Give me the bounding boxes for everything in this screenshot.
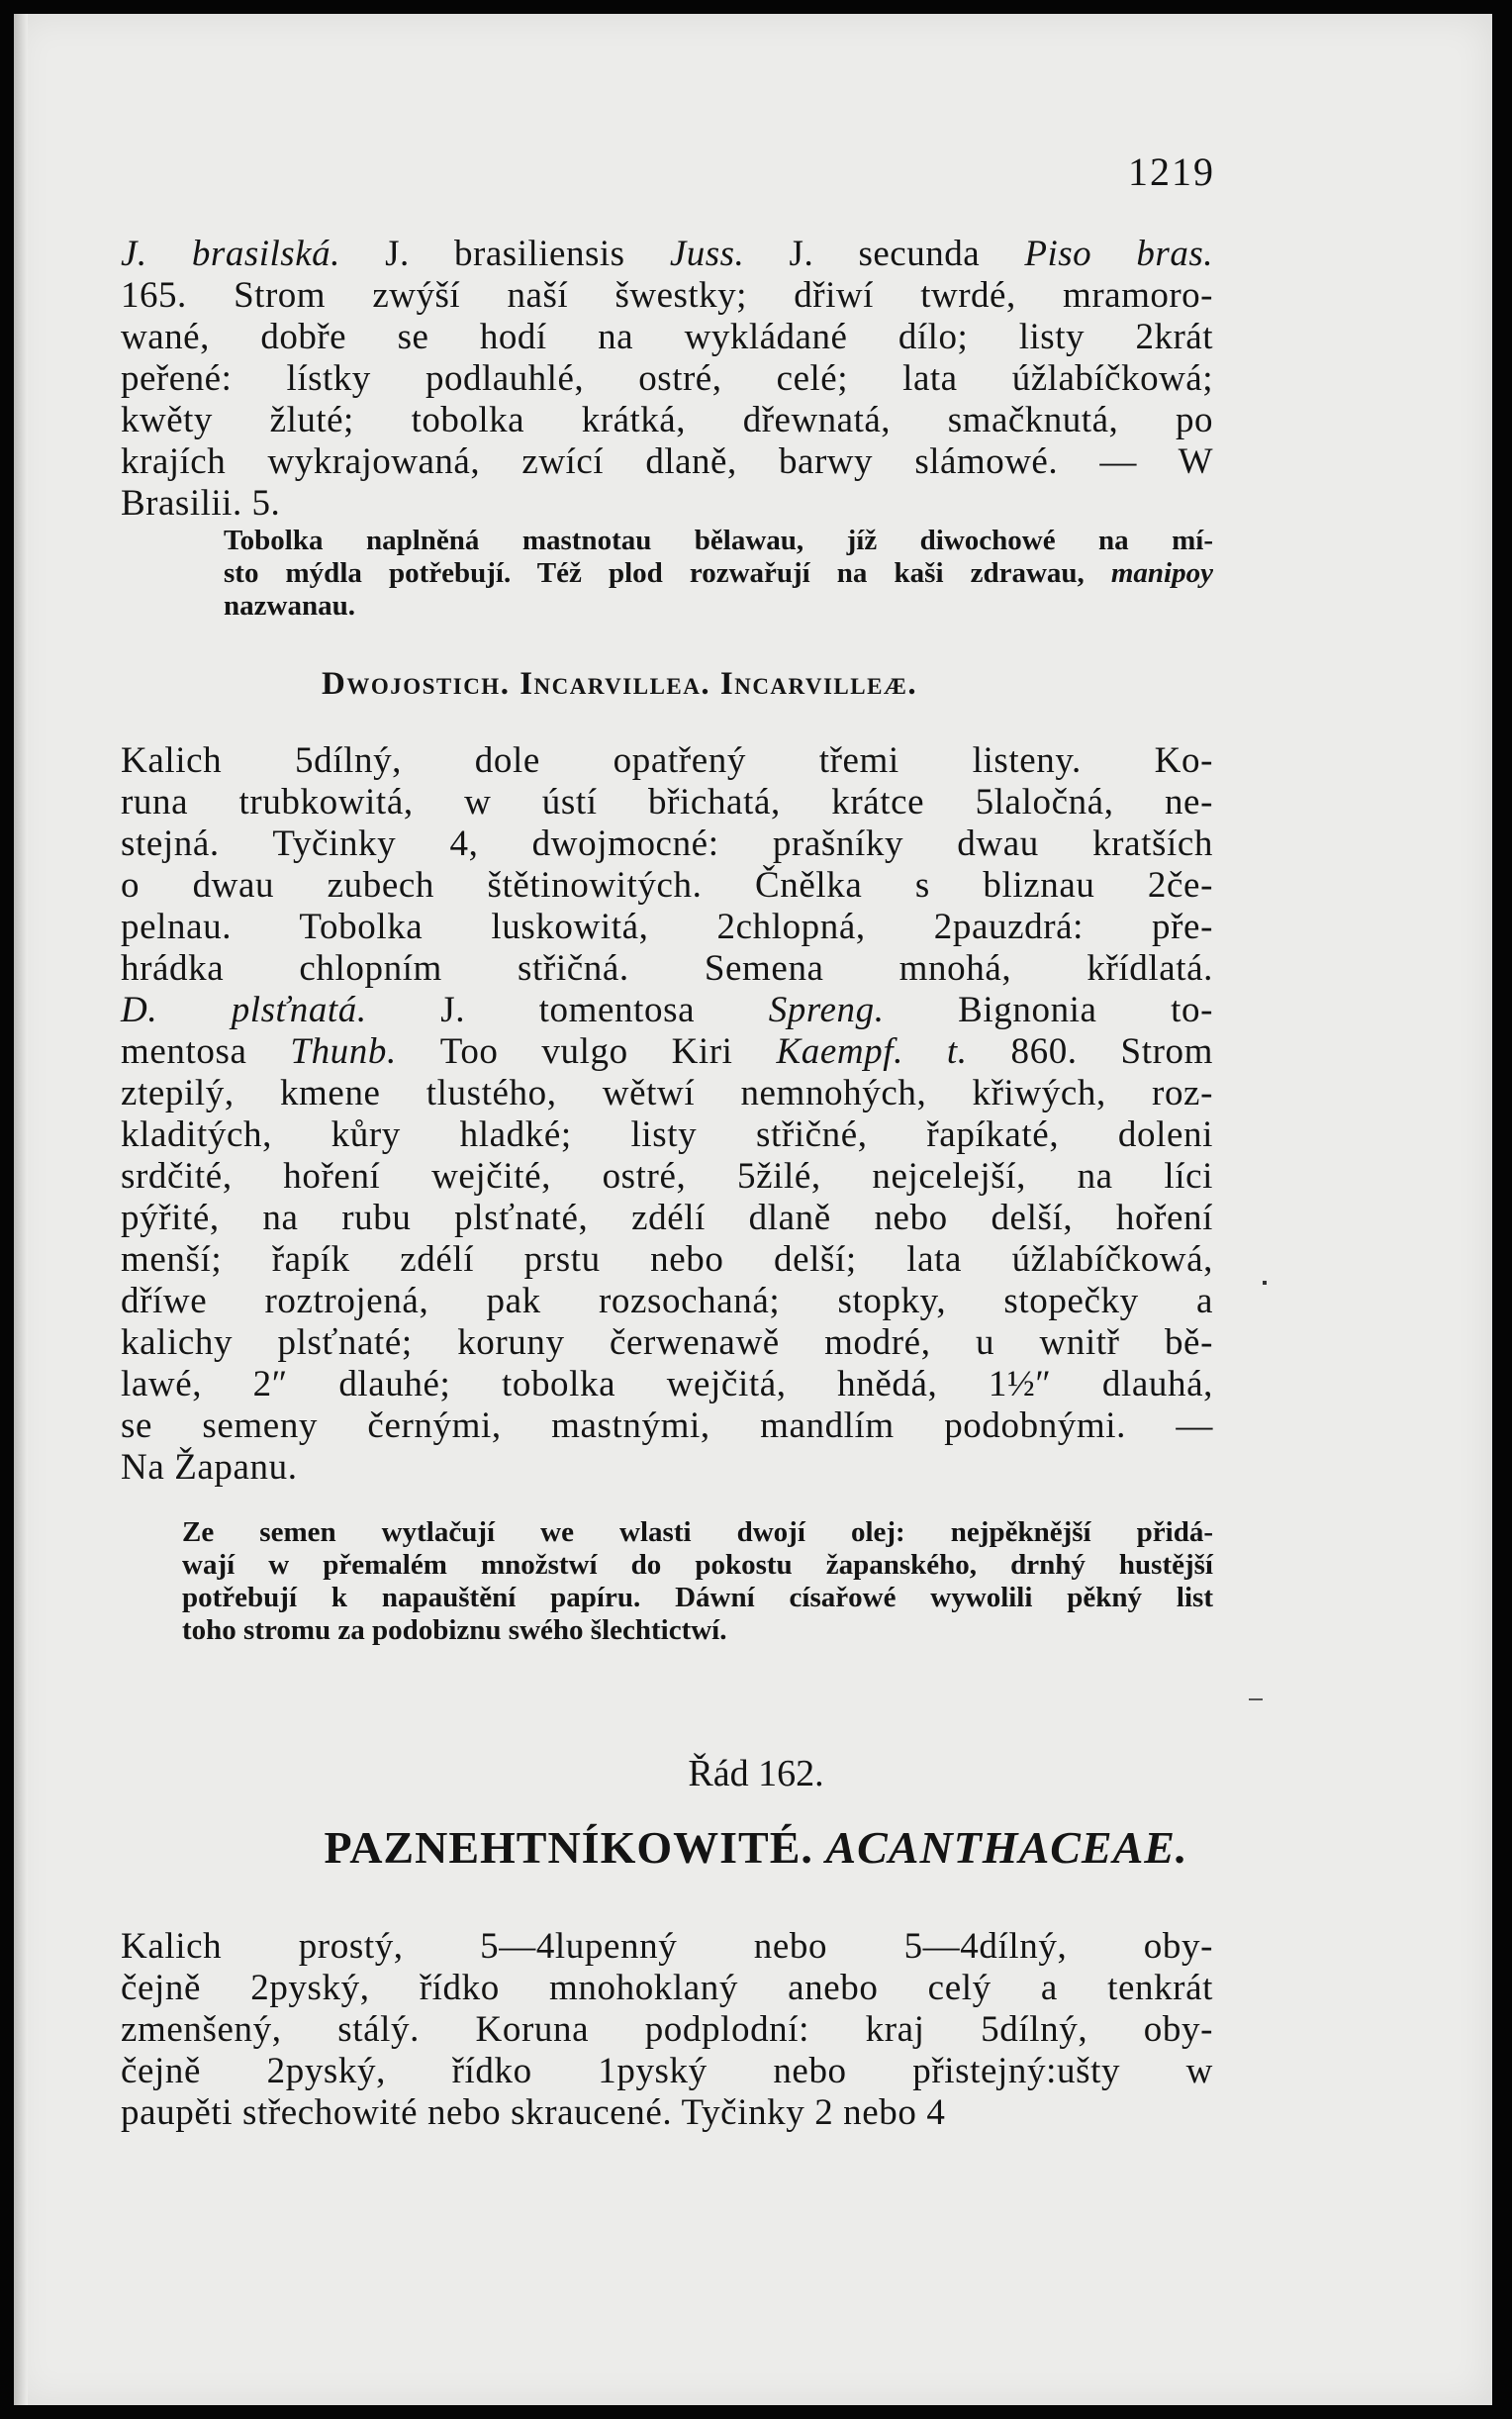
text-run: sto mýdla potřebují. Též plod rozwařují na kaši zdrawau,: [224, 557, 1111, 589]
genus-description: [121, 740, 1213, 1489]
text-line: [121, 1281, 1213, 1322]
text-line: [182, 1516, 1213, 1549]
margin-dash: [1249, 1698, 1263, 1700]
text-run: menší; řapík zdélí prstu nebo delší; lata úžlabíčkowá,: [121, 1239, 1213, 1280]
text-run: Bignonia to-: [958, 990, 1213, 1030]
text-run: o dwau zubech štětinowitých. Čnělka s bliznau 2če-: [121, 865, 1213, 906]
text-line: [121, 1447, 1213, 1489]
text-run: kalichy plsťnaté; koruny čerwenawě modré, u wnitř bě-: [121, 1322, 1213, 1363]
text-run: srdčité, hoření wejčité, ostré, 5žilé, nejcelejší, na líci: [121, 1156, 1213, 1197]
text-run: J. secunda: [789, 234, 1025, 274]
text-line: [224, 590, 1213, 623]
order-title: [0, 1821, 1512, 1874]
order-title-czech: PAZNEHTNÍKOWITÉ.: [324, 1822, 826, 1873]
text-line: [121, 441, 1213, 483]
text-run: Kalich prostý, 5—4lupenný nebo 5—4dílný, oby-: [121, 1926, 1213, 1967]
text-run: kwěty žluté; tobolka krátká, dřewnatá, smačknutá, po: [121, 400, 1213, 440]
text-line: [121, 865, 1213, 907]
text-line: [121, 1239, 1213, 1281]
text-run: J. brasiliensis: [385, 234, 670, 274]
text-run: J. brasilská.: [121, 234, 386, 274]
text-line: [224, 525, 1213, 557]
text-line: [121, 1031, 1213, 1073]
order-title-latin: ACANTHACEAE.: [825, 1822, 1188, 1873]
text-line: [121, 1073, 1213, 1114]
text-line: [121, 358, 1213, 400]
text-line: [121, 1405, 1213, 1447]
text-line: [121, 1198, 1213, 1239]
text-line: [224, 557, 1213, 590]
text-run: Juss.: [669, 234, 790, 274]
text-line: [121, 483, 1213, 525]
text-run: Tobolka naplněná mastnotau bělawau, jíž diwochowé na mí-: [224, 525, 1213, 556]
text-run: lawé, 2″ dlauhé; tobolka wejčitá, hnědá, 1½″ dlauhá,: [121, 1364, 1213, 1404]
text-run: D. plsťnatá.: [121, 990, 441, 1030]
text-line: [121, 2051, 1213, 2092]
text-run: čejně 2pyský, řídko 1pyský nebo přistejný:ušty w: [121, 2051, 1213, 2091]
text-run: krajích wykrajowaná, zwící dlaně, barwy slámowé. — W: [121, 441, 1213, 482]
text-line: [121, 782, 1213, 823]
text-line: [121, 948, 1213, 990]
text-run: Ze semen wytlačují we wlasti dwojí olej: nejpěknější přidá-: [182, 1516, 1213, 1548]
text-run: manipoy: [1110, 557, 1213, 589]
text-line: [121, 1156, 1213, 1198]
text-run: mentosa: [121, 1031, 291, 1072]
text-run: kladitých, kůry hladké; listy střičné, řapíkaté, doleni: [121, 1114, 1213, 1155]
text-run: ztepilý, kmene tlustého, wětwí nemnohých, křiwých, roz-: [121, 1073, 1213, 1113]
text-line: [121, 1322, 1213, 1364]
page-speck: [1263, 1281, 1267, 1285]
text-run: dříwe roztrojená, pak rozsochaná; stopky, stopečky a: [121, 1281, 1213, 1321]
text-line: [121, 2092, 1213, 2134]
text-line: [121, 1364, 1213, 1405]
text-line: [182, 1549, 1213, 1582]
page-gutter-shadow: [14, 14, 28, 2405]
page-number: 1219: [1128, 149, 1215, 194]
text-run: Thunb.: [290, 1031, 440, 1072]
text-line: [182, 1582, 1213, 1614]
text-line: [182, 1614, 1213, 1647]
text-run: Too vulgo Kiri: [439, 1031, 777, 1072]
text-run: paupěti střechowité nebo skraucené. Tyčinky 2 nebo 4: [121, 2092, 946, 2133]
order-number: Řád 162.: [688, 1753, 824, 1794]
text-run: wají w přemalém množstwí do pokostu žapanského, drnhý hustější: [182, 1549, 1213, 1581]
text-run: peřené: lístky podlauhlé, ostré, celé; lata úžlabíčkowá;: [121, 358, 1213, 399]
order-description: [121, 1926, 1213, 2134]
text-line: [121, 990, 1213, 1031]
text-line: [121, 1114, 1213, 1156]
text-run: 860. Strom: [1010, 1031, 1213, 1072]
text-line: [121, 1968, 1213, 2009]
text-run: Na Žapanu.: [121, 1447, 298, 1488]
text-line: [121, 317, 1213, 358]
text-run: Spreng.: [768, 990, 959, 1030]
text-run: toho stromu za podobiznu swého šlechtictwí.: [182, 1614, 727, 1646]
text-run: Kaempf. t.: [776, 1031, 1011, 1072]
text-run: Brasilii. 5.: [121, 483, 281, 524]
text-line: [121, 234, 1213, 275]
text-run: Piso bras.: [1024, 234, 1213, 274]
intro-paragraph: [121, 234, 1213, 525]
text-run: stejná. Tyčinky 4, dwojmocné: prašníky dwau kratších: [121, 823, 1213, 864]
text-line: [121, 1926, 1213, 1968]
text-run: nazwanau.: [224, 590, 355, 622]
genus-note: [182, 1516, 1213, 1647]
text-run: zmenšený, stálý. Koruna podplodní: kraj 5dílný, oby-: [121, 2009, 1213, 2050]
genus-heading: Dwojostich. Incarvillea. Incarvilleæ.: [322, 666, 918, 702]
text-run: potřebují k napauštění papíru. Dáwní císařowé wywolili pěkný list: [182, 1582, 1213, 1613]
text-line: [121, 275, 1213, 317]
text-line: [121, 400, 1213, 441]
text-line: [121, 2009, 1213, 2051]
text-run: se semeny černými, mastnými, mandlím podobnými. —: [121, 1405, 1213, 1446]
text-run: čejně 2pyský, řídko mnohoklaný anebo celý a tenkrát: [121, 1968, 1213, 2008]
text-line: [121, 823, 1213, 865]
text-line: [121, 907, 1213, 948]
text-run: wané, dobře se hodí na wykládané dílo; listy 2krát: [121, 317, 1213, 357]
intro-note: [224, 525, 1213, 623]
text-line: [121, 740, 1213, 782]
text-run: pelnau. Tobolka luskowitá, 2chlopná, 2pauzdrá: pře-: [121, 907, 1213, 947]
text-run: pýřité, na rubu plsťnaté, zdélí dlaně nebo delší, hoření: [121, 1198, 1213, 1238]
text-run: 165. Strom zwýší naší šwestky; dřiwí twrdé, mramoro-: [121, 275, 1213, 316]
text-run: J. tomentosa: [440, 990, 769, 1030]
text-run: hrádka chlopním střičná. Semena mnohá, křídlatá.: [121, 948, 1213, 989]
text-run: runa trubkowitá, w ústí břichatá, krátce 5laločná, ne-: [121, 782, 1213, 822]
text-run: Kalich 5dílný, dole opatřený třemi listeny. Ko-: [121, 740, 1213, 781]
